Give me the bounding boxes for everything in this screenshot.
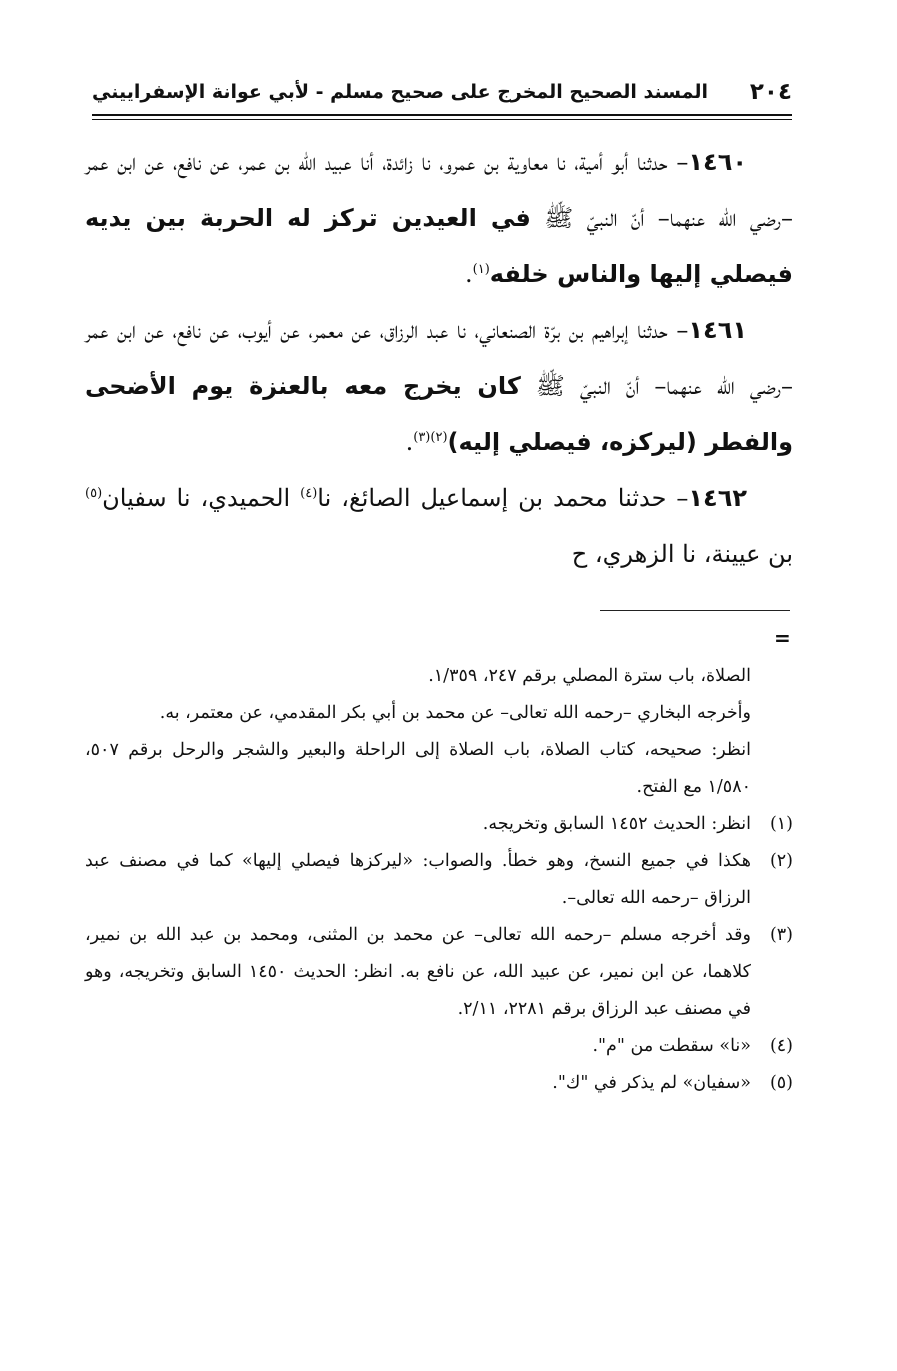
- footnote-text: «نا» سقطت من "م".: [592, 1036, 751, 1056]
- main-text: [85, 134, 793, 582]
- hadith-text: – حدثنا أبو أمية، نا معاوية بن عمرو، نا زائدة، أنا عبيد الله بن عمر، عن نافع، عن ابن عمر –رضي الله عنهما– أنّ النبيّ ﷺ: [85, 148, 793, 232]
- footnote-ref[interactable]: (٥): [85, 486, 103, 501]
- running-title: المسند الصحيح المخرج على صحيح مسلم - لأبي عوانة الإسفراييني: [92, 81, 708, 103]
- hadith-number: ١٤٦٢: [688, 484, 747, 512]
- footnote-separator: [600, 610, 790, 611]
- footnote-1: [85, 806, 793, 843]
- footnote-text: هكذا في جميع النسخ، وهو خطأ. والصواب: «ليركزها فيصلي إليها» كما في مصنف عبد الرزاق –رحمه الله تعالى–.: [85, 851, 751, 908]
- hadith-end: .: [405, 428, 414, 456]
- hadith-matn: في العيدين تركز له الحربة بين يديه فيصلي إليها والناس خلفه: [85, 204, 793, 288]
- footnote-mark: (٣): [769, 925, 793, 945]
- footnote-mark: (٢): [769, 851, 793, 871]
- footnote-text: «سفيان» لم يذكر في "ك".: [552, 1073, 751, 1093]
- footnote-text: انظر: الحديث ١٤٥٢ السابق وتخريجه.: [482, 814, 751, 834]
- page-header: [92, 72, 792, 112]
- footnote-2: [85, 843, 793, 917]
- header-rule: [92, 114, 792, 120]
- footnote-mark: (٤): [769, 1036, 793, 1056]
- hadith-number: ١٤٦١: [688, 316, 747, 344]
- hadith-number: ١٤٦٠: [688, 148, 747, 176]
- footnote-5: [85, 1065, 793, 1102]
- hadith-1461: [85, 302, 793, 470]
- hadith-1462: [85, 470, 793, 582]
- footnote-ref[interactable]: (٤): [300, 486, 318, 501]
- footnotes: [85, 658, 793, 1102]
- footnote-3: [85, 917, 793, 1028]
- hadith-text: – حدثنا إبراهيم بن برّة الصنعاني، نا عبد الرزاق، عن معمر، عن أيوب، عن نافع، عن ابن عمر –رضي الله عنهما– أنّ النبيّ ﷺ: [85, 316, 794, 400]
- footnote-carryover-line: وأخرجه البخاري –رحمه الله تعالى– عن محمد بن أبي بكر المقدمي، عن معتمر، به.: [159, 703, 751, 723]
- page-number: ٢٠٤: [749, 79, 792, 105]
- footnote-text: وقد أخرجه مسلم –رحمه الله تعالى– عن محمد بن المثنى، ومحمد بن عبد الله بن نمير، كلاهما، عن ابن نمير، عن عبيد الله، عن نافع به. انظر: الحديث ١٤٥٠ السابق وتخريجه، وهو في مصنف عبد الرزاق برقم ٢٢٨١، ٢/١١.: [85, 925, 752, 1019]
- footnote-mark: (١): [769, 814, 793, 834]
- hadith-end: .: [465, 260, 473, 288]
- hadith-text: بن عيينة، نا الزهري، ح: [571, 540, 793, 568]
- footnote-4: [85, 1028, 793, 1065]
- footnote-ref[interactable]: (١): [472, 262, 490, 277]
- footnote-carryover-line: انظر: صحيحه، كتاب الصلاة، باب الصلاة إلى الراحلة والبعير والشجر والرحل برقم ٥٠٧، ١/٥٨٠ مع الفتح.: [85, 740, 751, 797]
- hadith-text: – حدثنا محمد بن إسماعيل الصائغ، نا: [317, 484, 689, 512]
- footnote-mark: (٥): [769, 1073, 793, 1093]
- continuation-mark: =: [774, 626, 791, 650]
- hadith-1460: [85, 134, 793, 302]
- footnote-carryover-line: الصلاة، باب سترة المصلي برقم ٢٤٧، ١/٣٥٩.: [428, 666, 751, 686]
- hadith-text: الحميدي، نا سفيان: [102, 484, 291, 512]
- footnote-ref[interactable]: (٢)(٣): [413, 430, 448, 445]
- hadith-matn: كان يخرج معه بالعنزة يوم الأضحى والفطر (ليركزه، فيصلي إليه): [85, 372, 793, 456]
